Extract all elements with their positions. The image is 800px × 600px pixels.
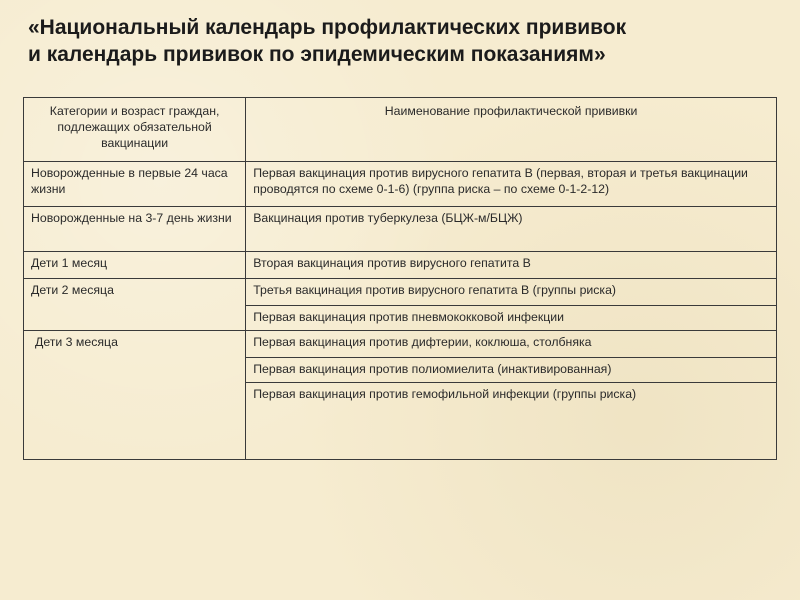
title-line-2: и календарь прививок по эпидемическим показаниям» (28, 43, 606, 66)
header-category: Категории и возраст граждан, подлежащих обязательной вакцинации (24, 98, 246, 162)
vaccination-cell: Первая вакцинация против пневмококковой инфекции (246, 306, 777, 331)
vaccination-cell: Вторая вакцинация против вирусного гепатита В (246, 252, 777, 279)
vaccination-cell: Первая вакцинация против дифтерии, коклюша, столбняка (246, 331, 777, 358)
table-row (24, 279, 777, 306)
table-header-row (24, 98, 777, 162)
vaccination-table (23, 97, 777, 460)
vaccination-cell: Первая вакцинация против вирусного гепатита В (первая, вторая и третья вакцинации проводятся по схеме 0-1-6) (группа риска – по схеме 0-1-2-12) (246, 162, 777, 207)
table-row (24, 331, 777, 358)
vaccination-cell: Вакцинация против туберкулеза (БЦЖ-м/БЦЖ) (246, 207, 777, 252)
category-cell: Дети 1 месяц (24, 252, 246, 279)
vaccination-cell: Первая вакцинация против полиомиелита (инактивированная) (246, 358, 777, 383)
page-title (28, 14, 788, 68)
vaccination-cell: Третья вакцинация против вирусного гепатита В (группы риска) (246, 279, 777, 306)
table-row (24, 162, 777, 207)
title-line-1: «Национальный календарь профилактических прививок (28, 16, 627, 39)
table-row (24, 207, 777, 252)
category-cell: Новорожденные на 3-7 день жизни (24, 207, 246, 252)
table-row (24, 252, 777, 279)
category-cell: Новорожденные в первые 24 часа жизни (24, 162, 246, 207)
vaccination-cell: Первая вакцинация против гемофильной инфекции (группы риска) (246, 383, 777, 460)
category-cell: Дети 2 месяца (24, 279, 246, 331)
category-cell: Дети 3 месяца (24, 331, 246, 460)
header-vaccination: Наименование профилактической прививки (246, 98, 777, 162)
